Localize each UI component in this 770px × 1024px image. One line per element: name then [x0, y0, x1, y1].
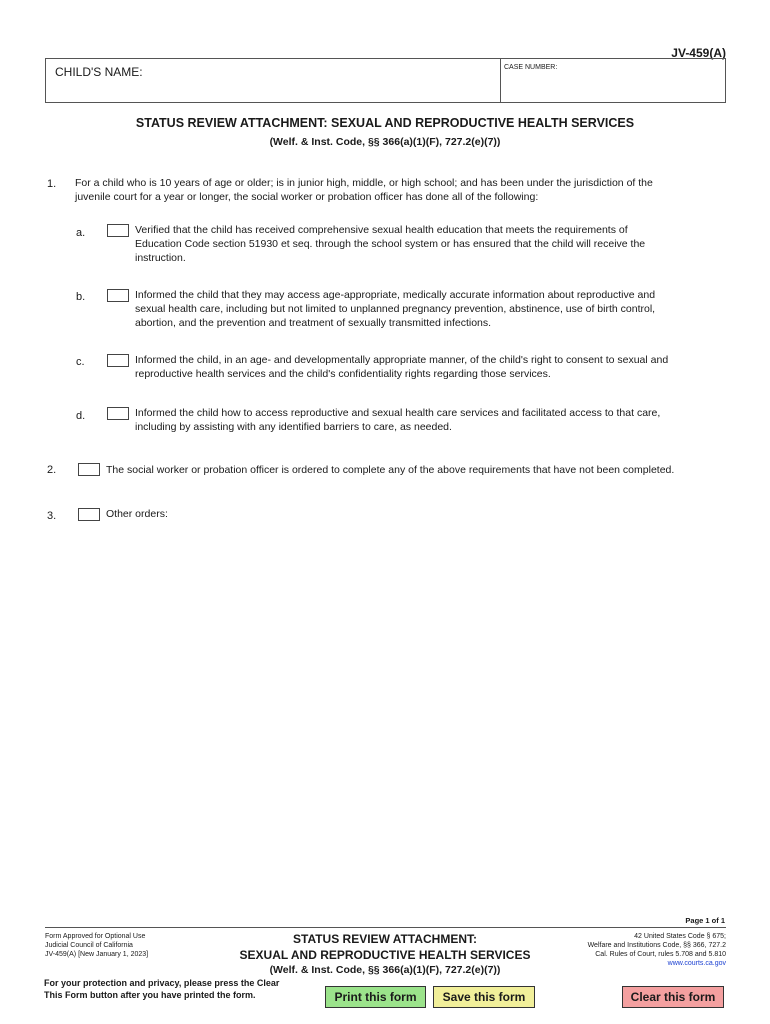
footer-form-revision: JV-459(A) [New January 1, 2023] — [45, 951, 149, 958]
courts-website-link[interactable]: www.courts.ca.gov — [667, 960, 726, 967]
save-button[interactable]: Save this form — [433, 986, 535, 1008]
privacy-notice-line-2: This Form button after you have printed the form. — [44, 990, 256, 1000]
item-1-text-line-1: For a child who is 10 years of age or older; is in junior high, middle, or high school; and has been under the jurisdiction of the — [75, 177, 653, 189]
page-number: Page 1 of 1 — [685, 916, 725, 925]
item-1-text-line-2: juvenile court for a year or longer, the social worker or probation officer has done all of the following: — [75, 191, 539, 203]
item-1a-line-3: instruction. — [135, 252, 186, 264]
footer-authority-line-3: Cal. Rules of Court, rules 5.708 and 5.810 — [595, 951, 726, 958]
footer-divider — [45, 927, 726, 928]
item-3-checkbox[interactable] — [78, 508, 100, 521]
footer-title-line-2: SEXUAL AND REPRODUCTIVE HEALTH SERVICES — [239, 948, 531, 962]
page-title: STATUS REVIEW ATTACHMENT: SEXUAL AND REPRODUCTIVE HEALTH SERVICES — [135, 116, 635, 130]
page-subtitle: (Welf. & Inst. Code, §§ 366(a)(1)(F), 727.2(e)(7)) — [269, 136, 501, 148]
item-1d-checkbox[interactable] — [107, 407, 129, 420]
item-1c-line-2: reproductive health services and the child's confidentiality rights regarding those services. — [135, 368, 551, 380]
item-3-text: Other orders: — [106, 508, 168, 520]
item-2-checkbox[interactable] — [78, 463, 100, 476]
item-2-number: 2. — [47, 464, 57, 476]
footer-title-citation: (Welf. & Inst. Code, §§ 366(a)(1)(F), 727.2(e)(7)) — [269, 964, 501, 976]
header-box — [45, 58, 726, 103]
privacy-notice-line-1: For your protection and privacy, please press the Clear — [44, 978, 280, 988]
childs-name-label: CHILD'S NAME: — [55, 65, 143, 79]
footer-council-text: Judicial Council of California — [45, 942, 133, 949]
privacy-notice — [44, 977, 279, 1001]
item-1b-line-3: abortion, and the prevention and treatment of sexually transmitted infections. — [135, 317, 492, 329]
item-1a-line-1: Verified that the child has received comprehensive sexual health education that meets the requirements of — [135, 224, 628, 236]
item-1a-line-2: Education Code section 51930 et seq. through the school system or has ensured that the child will receive the — [135, 238, 646, 250]
footer-approval-text: Form Approved for Optional Use — [45, 933, 146, 940]
item-1d-line-2: including by assisting with any identified barriers to care, as needed. — [135, 421, 452, 433]
item-1d-line-1: Informed the child how to access reproductive and sexual health care services and facilitated access to that care, — [135, 407, 661, 419]
item-1b-line-2: sexual health care, including but not limited to unplanned pregnancy prevention, abstinence, use of birth control, — [135, 303, 656, 315]
form-number: JV-459(A) — [671, 46, 726, 60]
item-1b-checkbox[interactable] — [107, 289, 129, 302]
item-1d-letter: d. — [76, 410, 86, 422]
clear-button[interactable]: Clear this form — [622, 986, 724, 1008]
item-3-number: 3. — [47, 510, 57, 522]
print-button[interactable]: Print this form — [325, 986, 426, 1008]
item-1-number: 1. — [47, 178, 57, 190]
item-1b-letter: b. — [76, 291, 86, 303]
case-number-label: CASE NUMBER: — [504, 64, 558, 71]
item-1c-line-1: Informed the child, in an age- and developmentally appropriate manner, of the child's right to consent to sexual and — [135, 354, 669, 366]
item-1c-letter: c. — [76, 356, 85, 368]
item-1a-letter: a. — [76, 227, 86, 239]
footer-authority-line-1: 42 United States Code § 675; — [634, 933, 726, 940]
item-2-text: The social worker or probation officer is ordered to complete any of the above requirements that have not been completed. — [106, 464, 675, 476]
item-1a-checkbox[interactable] — [107, 224, 129, 237]
item-1b-line-1: Informed the child that they may access age-appropriate, medically accurate information about reproductive and — [135, 289, 656, 301]
footer-title-line-1: STATUS REVIEW ATTACHMENT: — [293, 932, 477, 946]
header-divider — [500, 59, 501, 102]
footer-authority-line-2: Welfare and Institutions Code, §§ 366, 727.2 — [587, 942, 726, 949]
item-1c-checkbox[interactable] — [107, 354, 129, 367]
